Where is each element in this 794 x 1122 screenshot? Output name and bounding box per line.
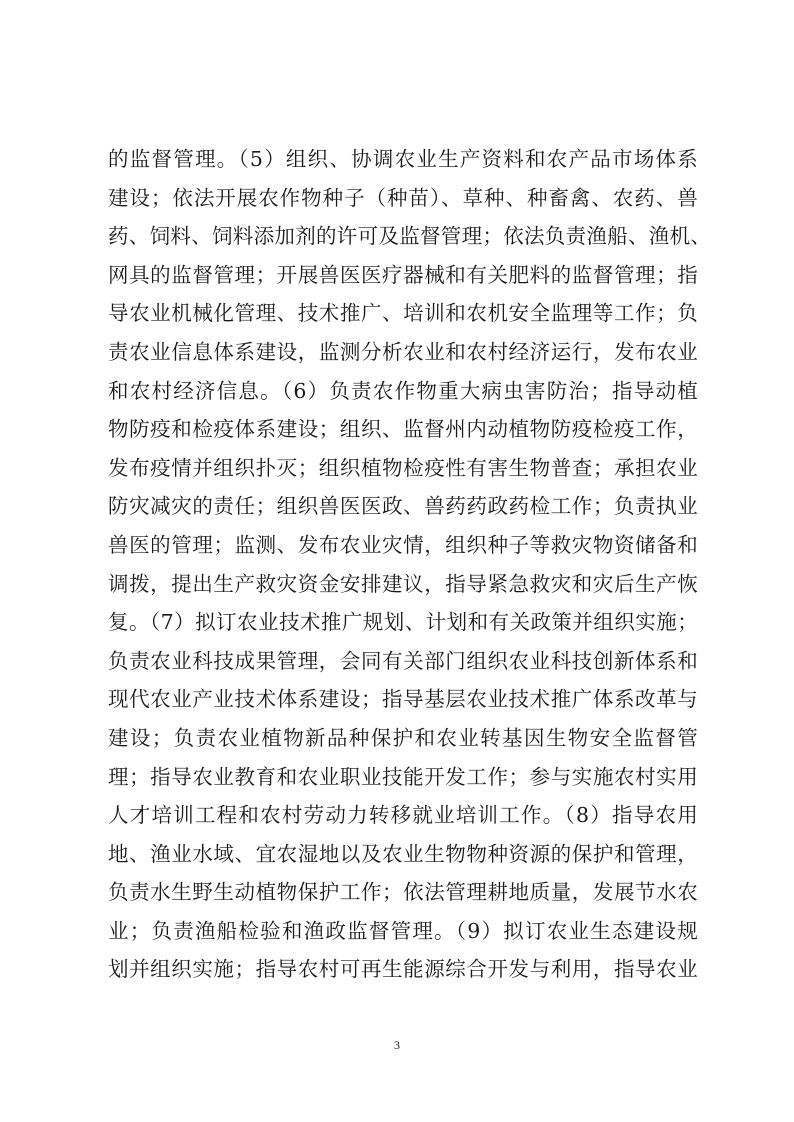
text-line: 防灾减灾的责任；组织兽医医政、兽药药政药检工作；负责执业 xyxy=(108,494,698,519)
text-line: 划并组织实施；指导农村可再生能源综合开发与利用，指导农业 xyxy=(108,957,698,982)
text-line: 人才培训工程和农村劳动力转移就业培训工作。（8）指导农用 xyxy=(108,803,698,828)
text-line: 调拨，提出生产救灾资金安排建议，指导紧急救灾和灾后生产恢 xyxy=(108,571,698,596)
document-body xyxy=(108,140,712,989)
text-line: 物防疫和检疫体系建设；组织、监督州内动植物防疫检疫工作， xyxy=(108,417,698,442)
text-line: 现代农业产业技术体系建设；指导基层农业技术推广体系改革与 xyxy=(108,687,698,712)
page-number: 3 xyxy=(394,1038,400,1052)
text-line: 的监督管理。（5）组织、协调农业生产资料和农产品市场体系 xyxy=(108,147,698,171)
text-line: 和农村经济信息。（6）负责农作物重大病虫害防治；指导动植 xyxy=(108,378,698,403)
text-line: 建设；依法开展农作物种子（种苗）、草种、种畜禽、农药、兽 xyxy=(108,185,698,210)
text-line: 网具的监督管理；开展兽医医疗器械和有关肥料的监督管理；指 xyxy=(108,262,698,287)
text-line: 负责农业科技成果管理，会同有关部门组织农业科技创新体系和 xyxy=(108,648,698,673)
text-line: 理；指导农业教育和农业职业技能开发工作；参与实施农村实用 xyxy=(108,764,698,789)
text-line: 药、饲料、饲料添加剂的许可及监督管理；依法负责渔船、渔机、 xyxy=(108,224,712,249)
text-line: 责农业信息体系建设，监测分析农业和农村经济运行，发布农业 xyxy=(108,339,698,364)
text-line: 复。（7）拟订农业技术推广规划、计划和有关政策并组织实施； xyxy=(108,610,698,635)
text-line: 业；负责渔船检验和渔政监督管理。（9）拟订农业生态建设规 xyxy=(108,918,698,943)
text-line: 发布疫情并组织扑灭；组织植物检疫性有害生物普查；承担农业 xyxy=(108,455,698,480)
text-line: 导农业机械化管理、技术推广、培训和农机安全监理等工作；负 xyxy=(108,301,698,326)
text-line: 兽医的管理；监测、发布农业灾情，组织种子等救灾物资储备和 xyxy=(108,532,698,557)
text-line: 建设；负责农业植物新品种保护和农业转基因生物安全监督管 xyxy=(108,725,698,750)
text-line: 地、渔业水域、宜农湿地以及农业生物物种资源的保护和管理， xyxy=(108,841,698,866)
text-line: 负责水生野生动植物保护工作；依法管理耕地质量，发展节水农 xyxy=(108,880,698,905)
